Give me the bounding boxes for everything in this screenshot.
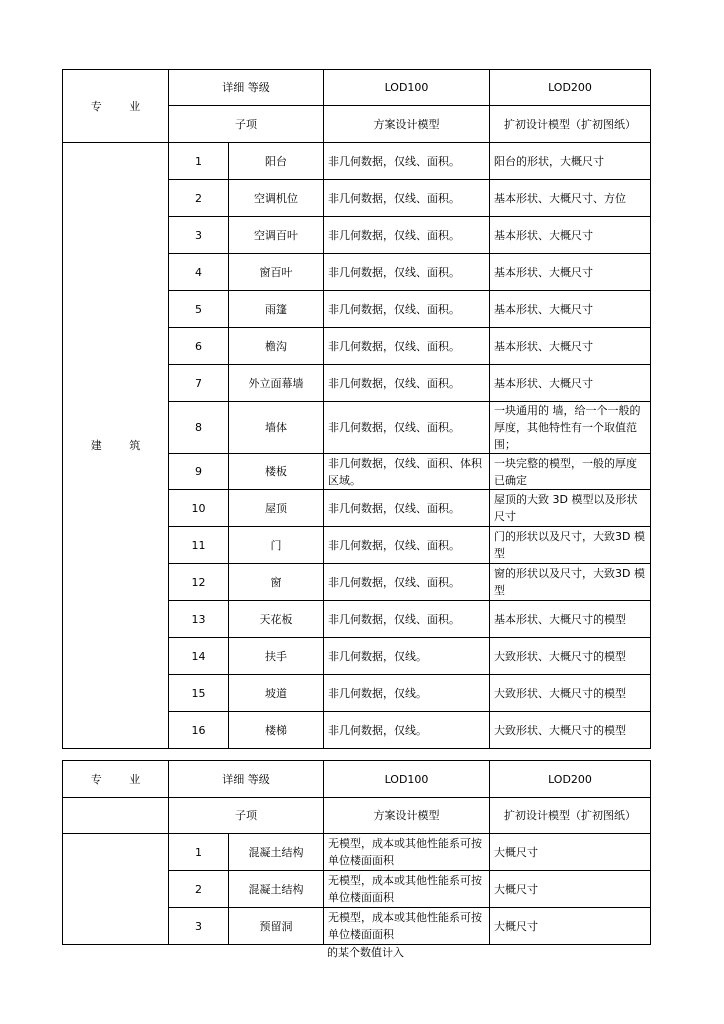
table-row xyxy=(63,143,651,180)
header-lod200-desc: 扩初设计模型（扩初图纸） xyxy=(490,798,651,834)
row-lod200: 门的形状以及尺寸，大致3D 模型 xyxy=(490,527,651,564)
row-number: 6 xyxy=(169,328,229,365)
row-lod200: 一块完整的模型，一般的厚度已确定 xyxy=(490,454,651,490)
row-lod200: 基本形状、大概尺寸 xyxy=(490,291,651,328)
row-number: 15 xyxy=(169,675,229,712)
row-number: 7 xyxy=(169,365,229,402)
header-lod100: LOD100 xyxy=(324,761,490,798)
row-lod100: 非几何数据，仅线。 xyxy=(324,712,490,749)
row-number: 8 xyxy=(169,402,229,454)
row-lod100: 非几何数据，仅线、面积。 xyxy=(324,402,490,454)
row-lod200: 基本形状、大概尺寸、方位 xyxy=(490,180,651,217)
row-name: 雨篷 xyxy=(229,291,324,328)
row-name: 窗 xyxy=(229,564,324,601)
row-lod100: 非几何数据，仅线、面积。 xyxy=(324,143,490,180)
row-lod200: 基本形状、大概尺寸 xyxy=(490,254,651,291)
row-lod200: 大概尺寸 xyxy=(490,834,651,871)
row-number: 9 xyxy=(169,454,229,490)
row-lod100: 非几何数据，仅线、面积。 xyxy=(324,217,490,254)
row-name: 预留洞 xyxy=(229,908,324,945)
row-lod200: 大概尺寸 xyxy=(490,871,651,908)
row-name: 外立面幕墙 xyxy=(229,365,324,402)
row-name: 楼板 xyxy=(229,454,324,490)
row-name: 墙体 xyxy=(229,402,324,454)
row-number: 14 xyxy=(169,638,229,675)
header-lod100-desc: 方案设计模型 xyxy=(324,106,490,143)
row-name: 檐沟 xyxy=(229,328,324,365)
row-name: 坡道 xyxy=(229,675,324,712)
row-name: 阳台 xyxy=(229,143,324,180)
header-profession-empty xyxy=(63,798,169,834)
table-subheader-row xyxy=(63,798,651,834)
row-name: 空调机位 xyxy=(229,180,324,217)
row-lod100: 非几何数据，仅线。 xyxy=(324,638,490,675)
row-name: 天花板 xyxy=(229,601,324,638)
header-detail-level: 详细 等级 xyxy=(169,70,324,106)
row-lod100: 非几何数据，仅线、面积。 xyxy=(324,527,490,564)
row-lod100: 非几何数据，仅线、面积。 xyxy=(324,601,490,638)
row-lod200: 基本形状、大概尺寸 xyxy=(490,365,651,402)
row-number: 2 xyxy=(169,871,229,908)
lod-table-structure xyxy=(62,760,651,945)
row-lod200: 一块通用的 墙，给一个一般的厚度，其他特性有一个取值范 围； xyxy=(490,402,651,454)
row-lod100: 非几何数据，仅线、面积。 xyxy=(324,365,490,402)
row-lod100: 非几何数据，仅线、面积。 xyxy=(324,254,490,291)
row-lod200: 屋顶的大致 3D 模型以及形状尺寸 xyxy=(490,490,651,527)
row-number: 10 xyxy=(169,490,229,527)
table-header-row xyxy=(63,70,651,106)
row-lod100: 无模型，成本或其他性能系可按单位楼面面积 xyxy=(324,871,490,908)
row-lod200: 阳台的形状，大概尺寸 xyxy=(490,143,651,180)
header-lod200: LOD200 xyxy=(490,761,651,798)
row-lod200: 基本形状、大概尺寸的模型 xyxy=(490,601,651,638)
table-header-row xyxy=(63,761,651,798)
row-lod200: 基本形状、大概尺寸 xyxy=(490,217,651,254)
row-lod100: 非几何数据，仅线、面积。 xyxy=(324,490,490,527)
lod-table-architecture xyxy=(62,69,651,749)
row-number: 2 xyxy=(169,180,229,217)
row-lod100: 非几何数据，仅线、面积。 xyxy=(324,328,490,365)
category-cell: 建 筑 xyxy=(63,143,169,749)
header-lod100-desc: 方案设计模型 xyxy=(324,798,490,834)
row-number: 5 xyxy=(169,291,229,328)
row-lod200: 大致形状、大概尺寸的模型 xyxy=(490,675,651,712)
row-name: 混凝土结构 xyxy=(229,834,324,871)
row-lod100: 无模型，成本或其他性能系可按单位楼面面积 xyxy=(324,908,490,945)
table-row xyxy=(63,834,651,871)
row-lod100: 无模型，成本或其他性能系可按单位楼面面积 xyxy=(324,834,490,871)
row-number: 4 xyxy=(169,254,229,291)
overflow-text: 的某个数值计入 xyxy=(327,946,404,959)
row-name: 门 xyxy=(229,527,324,564)
row-name: 楼梯 xyxy=(229,712,324,749)
row-lod200: 窗的形状以及尺寸，大致3D 模型 xyxy=(490,564,651,601)
row-lod200: 大致形状、大概尺寸的模型 xyxy=(490,712,651,749)
row-number: 11 xyxy=(169,527,229,564)
row-number: 13 xyxy=(169,601,229,638)
header-detail-level: 详细 等级 xyxy=(169,761,324,798)
category-cell xyxy=(63,834,169,945)
row-name: 屋顶 xyxy=(229,490,324,527)
row-number: 1 xyxy=(169,834,229,871)
row-lod100: 非几何数据，仅线、面积、体积区域。 xyxy=(324,454,490,490)
row-number: 3 xyxy=(169,908,229,945)
header-lod100: LOD100 xyxy=(324,70,490,106)
header-lod200: LOD200 xyxy=(490,70,651,106)
header-profession: 专 业 xyxy=(63,761,169,798)
header-profession: 专 业 xyxy=(63,70,169,143)
row-name: 窗百叶 xyxy=(229,254,324,291)
row-lod100: 非几何数据，仅线、面积。 xyxy=(324,180,490,217)
header-lod200-desc: 扩初设计模型（扩初图纸） xyxy=(490,106,651,143)
header-sub-item: 子项 xyxy=(169,798,324,834)
row-name: 空调百叶 xyxy=(229,217,324,254)
row-name: 扶手 xyxy=(229,638,324,675)
row-lod200: 基本形状、大概尺寸 xyxy=(490,328,651,365)
row-lod200: 大致形状、大概尺寸的模型 xyxy=(490,638,651,675)
row-lod100: 非几何数据，仅线、面积。 xyxy=(324,564,490,601)
row-number: 3 xyxy=(169,217,229,254)
row-name: 混凝土结构 xyxy=(229,871,324,908)
row-lod100: 非几何数据，仅线。 xyxy=(324,675,490,712)
row-number: 1 xyxy=(169,143,229,180)
row-lod200: 大概尺寸 xyxy=(490,908,651,945)
row-number: 16 xyxy=(169,712,229,749)
header-sub-item: 子项 xyxy=(169,106,324,143)
row-number: 12 xyxy=(169,564,229,601)
row-lod100: 非几何数据，仅线、面积。 xyxy=(324,291,490,328)
